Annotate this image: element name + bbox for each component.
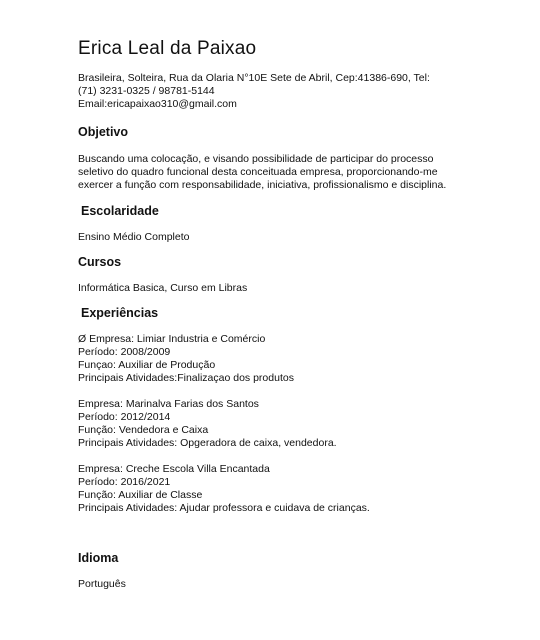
job-atividades: Principais Atividades: Ajudar professora e cuidava de crianças. <box>78 502 370 514</box>
job-periodo: Período: 2012/2014 <box>78 411 171 423</box>
cursos-text: Informática Basica, Curso em Libras <box>78 282 248 294</box>
objetivo-line: exercer a função com responsabilidade, iniciativa, profissionalismo e disciplina. <box>78 179 447 191</box>
contact-block <box>78 72 518 111</box>
job-funcao: Função: Auxiliar de Classe <box>78 489 203 501</box>
job-funcao: Funçao: Auxiliar de Produção <box>78 359 216 371</box>
job-empresa: Empresa: Marinalva Farias dos Santos <box>78 398 259 410</box>
job-periodo: Período: 2016/2021 <box>78 476 171 488</box>
experiencias-list <box>78 333 518 515</box>
job-entry <box>78 463 518 515</box>
job-entry <box>78 398 518 450</box>
objetivo-line: Buscando uma colocação, e visando possibilidade de participar do processo <box>78 153 434 165</box>
job-atividades: Principais Atividades: Opgeradora de caixa, vendedora. <box>78 437 337 449</box>
job-empresa: Empresa: Creche Escola Villa Encantada <box>78 463 270 475</box>
section-heading-objetivo: Objetivo <box>78 125 129 139</box>
section-heading-experiencias: Experiências <box>81 306 159 320</box>
candidate-name: Erica Leal da Paixao <box>78 38 257 59</box>
idioma-text: Português <box>78 578 126 590</box>
contact-address-line: Brasileira, Solteira, Rua da Olaria N°10E Sete de Abril, Cep:41386-690, Tel: <box>78 72 430 84</box>
section-heading-idioma: Idioma <box>78 551 119 565</box>
section-heading-escolaridade: Escolaridade <box>81 204 159 218</box>
escolaridade-text: Ensino Médio Completo <box>78 231 190 243</box>
objetivo-line: seletivo do quadro funcional desta conceituada empresa, proporcionando-me <box>78 166 438 178</box>
job-funcao: Função: Vendedora e Caixa <box>78 424 209 436</box>
job-periodo: Período: 2008/2009 <box>78 346 171 358</box>
contact-phone-line: (71) 3231-0325 / 98781-5144 <box>78 85 215 97</box>
resume-page <box>78 38 518 591</box>
job-empresa: Ø Empresa: Limiar Industria e Comércio <box>78 333 266 345</box>
objetivo-body <box>78 153 518 192</box>
section-heading-cursos: Cursos <box>78 255 122 269</box>
contact-email-line: Email:ericapaixao310@gmail.com <box>78 98 237 110</box>
job-entry <box>78 333 518 385</box>
job-atividades: Principais Atividades:Finalizaçao dos produtos <box>78 372 294 384</box>
